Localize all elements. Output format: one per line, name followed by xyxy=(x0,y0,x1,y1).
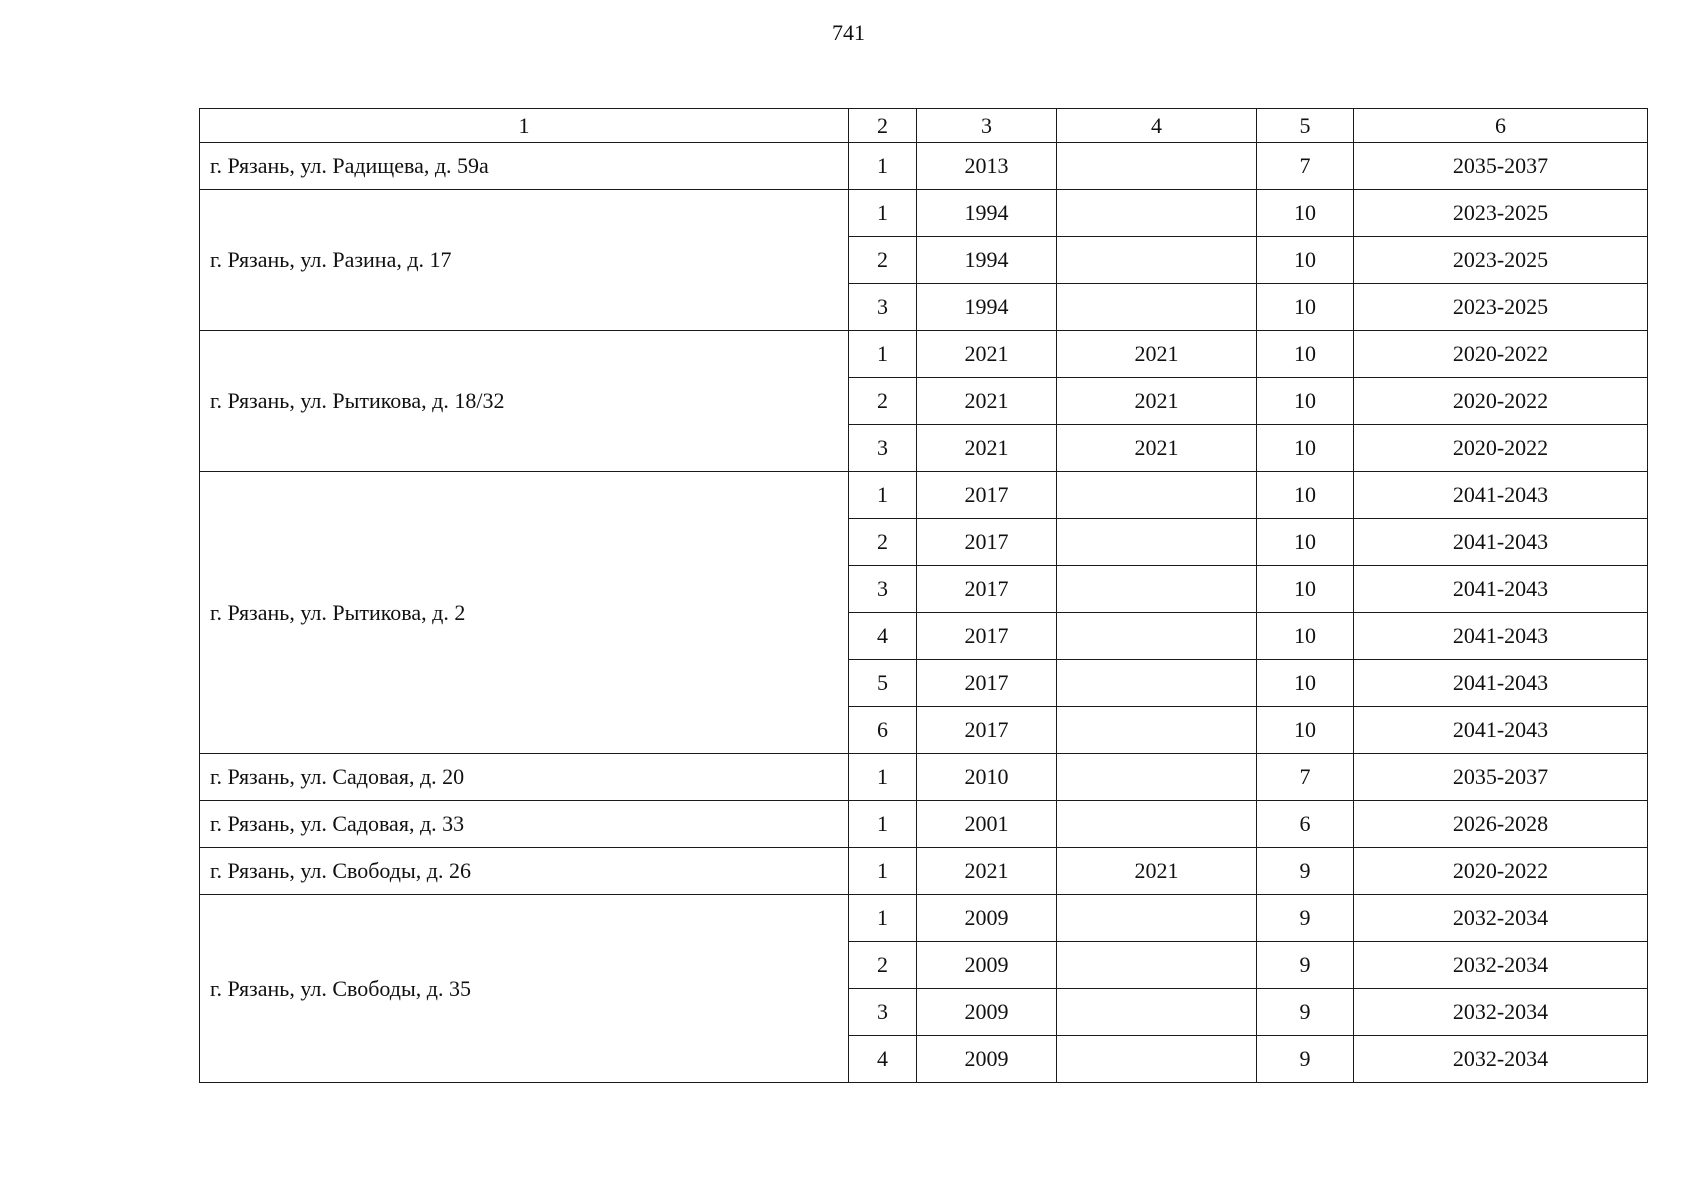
cell-col-3: 2017 xyxy=(917,472,1057,519)
cell-col-5: 10 xyxy=(1257,660,1354,707)
cell-col-3: 2021 xyxy=(917,378,1057,425)
cell-col-3: 2017 xyxy=(917,660,1057,707)
cell-col-6: 2035-2037 xyxy=(1354,143,1648,190)
cell-col-6: 2035-2037 xyxy=(1354,754,1648,801)
cell-col-6: 2032-2034 xyxy=(1354,942,1648,989)
cell-col-5: 10 xyxy=(1257,284,1354,331)
table-row xyxy=(200,331,1648,378)
header-row xyxy=(200,109,1648,143)
cell-col-6: 2020-2022 xyxy=(1354,378,1648,425)
cell-col-4 xyxy=(1057,660,1257,707)
cell-col-6: 2023-2025 xyxy=(1354,190,1648,237)
cell-col-5: 10 xyxy=(1257,519,1354,566)
cell-col-2: 1 xyxy=(849,472,917,519)
cell-col-6: 2032-2034 xyxy=(1354,1036,1648,1083)
cell-col-3: 2017 xyxy=(917,566,1057,613)
address-cell: г. Рязань, ул. Рытикова, д. 2 xyxy=(200,472,849,754)
cell-col-5: 10 xyxy=(1257,331,1354,378)
cell-col-6: 2041-2043 xyxy=(1354,707,1648,754)
column-header-3: 3 xyxy=(917,109,1057,143)
cell-col-3: 2021 xyxy=(917,331,1057,378)
cell-col-3: 2017 xyxy=(917,519,1057,566)
table-header xyxy=(200,109,1648,143)
cell-col-3: 2021 xyxy=(917,848,1057,895)
column-header-1: 1 xyxy=(200,109,849,143)
cell-col-2: 6 xyxy=(849,707,917,754)
cell-col-3: 1994 xyxy=(917,190,1057,237)
cell-col-2: 4 xyxy=(849,1036,917,1083)
cell-col-3: 2009 xyxy=(917,989,1057,1036)
cell-col-3: 2009 xyxy=(917,1036,1057,1083)
cell-col-5: 10 xyxy=(1257,707,1354,754)
cell-col-5: 9 xyxy=(1257,1036,1354,1083)
cell-col-5: 10 xyxy=(1257,566,1354,613)
table-row xyxy=(200,848,1648,895)
cell-col-3: 2010 xyxy=(917,754,1057,801)
cell-col-6: 2032-2034 xyxy=(1354,895,1648,942)
table-row xyxy=(200,472,1648,519)
cell-col-2: 2 xyxy=(849,942,917,989)
address-cell: г. Рязань, ул. Садовая, д. 20 xyxy=(200,754,849,801)
cell-col-4: 2021 xyxy=(1057,848,1257,895)
cell-col-2: 2 xyxy=(849,519,917,566)
cell-col-4 xyxy=(1057,519,1257,566)
address-cell: г. Рязань, ул. Свободы, д. 26 xyxy=(200,848,849,895)
cell-col-4 xyxy=(1057,942,1257,989)
cell-col-4 xyxy=(1057,284,1257,331)
cell-col-4: 2021 xyxy=(1057,425,1257,472)
cell-col-3: 1994 xyxy=(917,237,1057,284)
cell-col-4 xyxy=(1057,895,1257,942)
cell-col-4 xyxy=(1057,143,1257,190)
cell-col-5: 10 xyxy=(1257,613,1354,660)
cell-col-2: 1 xyxy=(849,754,917,801)
cell-col-6: 2020-2022 xyxy=(1354,331,1648,378)
cell-col-4 xyxy=(1057,613,1257,660)
cell-col-5: 9 xyxy=(1257,895,1354,942)
cell-col-2: 1 xyxy=(849,848,917,895)
cell-col-5: 10 xyxy=(1257,425,1354,472)
cell-col-4 xyxy=(1057,1036,1257,1083)
cell-col-4 xyxy=(1057,989,1257,1036)
cell-col-2: 1 xyxy=(849,801,917,848)
cell-col-4: 2021 xyxy=(1057,378,1257,425)
cell-col-4 xyxy=(1057,707,1257,754)
cell-col-2: 3 xyxy=(849,284,917,331)
address-cell: г. Рязань, ул. Свободы, д. 35 xyxy=(200,895,849,1083)
cell-col-2: 3 xyxy=(849,425,917,472)
cell-col-6: 2041-2043 xyxy=(1354,519,1648,566)
cell-col-6: 2041-2043 xyxy=(1354,472,1648,519)
cell-col-3: 2009 xyxy=(917,895,1057,942)
cell-col-6: 2023-2025 xyxy=(1354,237,1648,284)
column-header-6: 6 xyxy=(1354,109,1648,143)
address-cell: г. Рязань, ул. Рытикова, д. 18/32 xyxy=(200,331,849,472)
cell-col-3: 2017 xyxy=(917,707,1057,754)
page-number: 741 xyxy=(832,20,865,45)
cell-col-5: 9 xyxy=(1257,989,1354,1036)
cell-col-2: 1 xyxy=(849,190,917,237)
data-table xyxy=(199,108,1648,1083)
cell-col-6: 2020-2022 xyxy=(1354,848,1648,895)
cell-col-2: 5 xyxy=(849,660,917,707)
address-cell: г. Рязань, ул. Разина, д. 17 xyxy=(200,190,849,331)
column-header-5: 5 xyxy=(1257,109,1354,143)
cell-col-4: 2021 xyxy=(1057,331,1257,378)
table-row xyxy=(200,143,1648,190)
cell-col-6: 2020-2022 xyxy=(1354,425,1648,472)
address-cell: г. Рязань, ул. Радищева, д. 59а xyxy=(200,143,849,190)
cell-col-2: 3 xyxy=(849,566,917,613)
cell-col-3: 2021 xyxy=(917,425,1057,472)
cell-col-2: 1 xyxy=(849,895,917,942)
cell-col-4 xyxy=(1057,801,1257,848)
cell-col-3: 2009 xyxy=(917,942,1057,989)
table-row xyxy=(200,895,1648,942)
cell-col-6: 2026-2028 xyxy=(1354,801,1648,848)
cell-col-6: 2041-2043 xyxy=(1354,566,1648,613)
cell-col-3: 2001 xyxy=(917,801,1057,848)
cell-col-2: 1 xyxy=(849,331,917,378)
cell-col-5: 10 xyxy=(1257,190,1354,237)
cell-col-4 xyxy=(1057,190,1257,237)
cell-col-6: 2041-2043 xyxy=(1354,660,1648,707)
cell-col-4 xyxy=(1057,237,1257,284)
cell-col-3: 1994 xyxy=(917,284,1057,331)
cell-col-2: 3 xyxy=(849,989,917,1036)
table-body xyxy=(200,143,1648,1083)
cell-col-2: 1 xyxy=(849,143,917,190)
cell-col-2: 2 xyxy=(849,378,917,425)
cell-col-6: 2041-2043 xyxy=(1354,613,1648,660)
table-row xyxy=(200,754,1648,801)
cell-col-3: 2017 xyxy=(917,613,1057,660)
column-header-2: 2 xyxy=(849,109,917,143)
cell-col-5: 10 xyxy=(1257,378,1354,425)
table-row xyxy=(200,190,1648,237)
address-cell: г. Рязань, ул. Садовая, д. 33 xyxy=(200,801,849,848)
cell-col-4 xyxy=(1057,566,1257,613)
cell-col-3: 2013 xyxy=(917,143,1057,190)
cell-col-5: 10 xyxy=(1257,237,1354,284)
cell-col-5: 6 xyxy=(1257,801,1354,848)
cell-col-6: 2032-2034 xyxy=(1354,989,1648,1036)
column-header-4: 4 xyxy=(1057,109,1257,143)
cell-col-5: 10 xyxy=(1257,472,1354,519)
cell-col-5: 7 xyxy=(1257,754,1354,801)
cell-col-5: 7 xyxy=(1257,143,1354,190)
table-row xyxy=(200,801,1648,848)
cell-col-5: 9 xyxy=(1257,942,1354,989)
cell-col-6: 2023-2025 xyxy=(1354,284,1648,331)
cell-col-5: 9 xyxy=(1257,848,1354,895)
cell-col-4 xyxy=(1057,754,1257,801)
cell-col-2: 4 xyxy=(849,613,917,660)
cell-col-4 xyxy=(1057,472,1257,519)
cell-col-2: 2 xyxy=(849,237,917,284)
